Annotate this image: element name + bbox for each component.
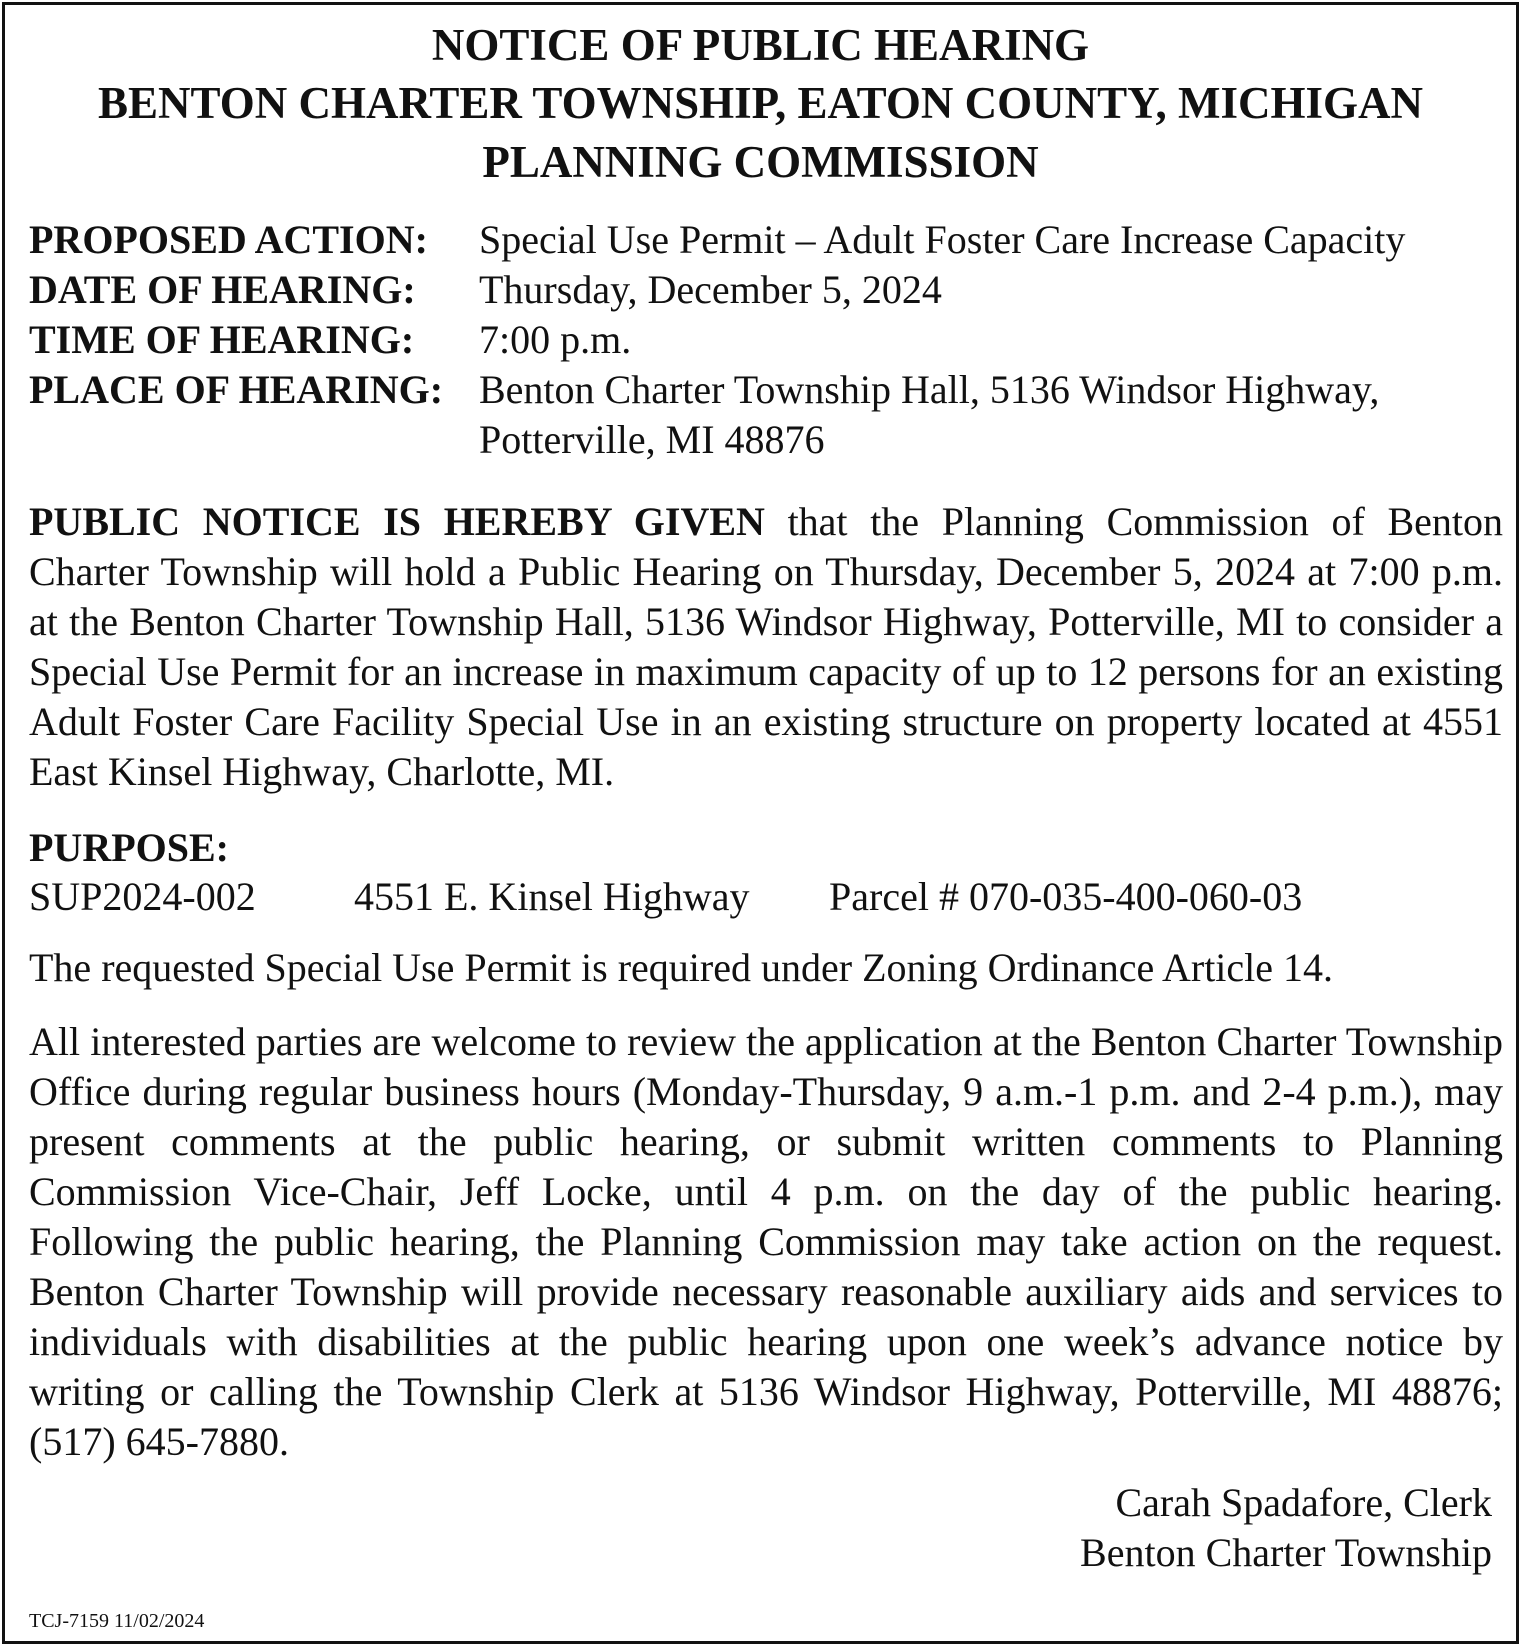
- notice-title: NOTICE OF PUBLIC HEARING: [431, 20, 1090, 70]
- publication-reference: TCJ-7159 11/02/2024: [29, 1610, 205, 1632]
- time-value: 7:00 p.m.: [479, 317, 632, 362]
- purpose-heading: PURPOSE:: [29, 825, 229, 870]
- public-hearing-notice: [2, 2, 1519, 1644]
- public-notice-lead: PUBLIC NOTICE IS HEREBY GIVEN: [29, 499, 765, 544]
- proposed-action-label: PROPOSED ACTION:: [29, 217, 428, 262]
- hearing-info-block: [29, 215, 1405, 465]
- public-notice-paragraph: [29, 497, 1503, 797]
- signature-block: [1080, 1478, 1492, 1578]
- time-row: [29, 315, 1405, 365]
- place-value-line1: Benton Charter Township Hall, 5136 Windsor Highway,: [479, 367, 1380, 412]
- clerk-name: Carah Spadafore, Clerk: [1115, 1480, 1492, 1525]
- clerk-organization: Benton Charter Township: [1080, 1530, 1492, 1575]
- parcel-number: Parcel # 070-035-400-060-03: [829, 874, 1303, 919]
- commission-heading: PLANNING COMMISSION: [482, 137, 1039, 187]
- place-value-line2: Potterville, MI 48876: [479, 417, 825, 462]
- article-statement: The requested Special Use Permit is required under Zoning Ordinance Article 14.: [29, 945, 1334, 990]
- place-label: PLACE OF HEARING:: [29, 367, 444, 412]
- purpose-details: [29, 872, 1503, 922]
- case-number: SUP2024-002: [29, 874, 256, 919]
- interested-parties-paragraph: All interested parties are welcome to review the application at the Benton Charter Township Office during regular business hours (Monday-Thursday, 9 a.m.-1 p.m. and 2-4 p.m.), may present comments at the public hearing, or submit written comments to Planning Commission Vice-Chair, Jeff Locke, until 4 p.m. on the day of the public hearing. Following the public hearing, the Planning Commission may take action on the request. Benton Charter Township will provide necessary reasonable auxiliary aids and services to individuals with disabilities at the public hearing upon one week’s advance notice by writing or calling the Township Clerk at 5136 Windsor Highway, Potterville, MI 48876; (517) 645-7880.: [29, 1019, 1503, 1464]
- date-row: [29, 265, 1405, 315]
- date-value: Thursday, December 5, 2024: [479, 267, 942, 312]
- proposed-action-value: Special Use Permit – Adult Foster Care Increase Capacity: [479, 217, 1406, 262]
- property-address: 4551 E. Kinsel Highway: [354, 874, 750, 919]
- proposed-action-row: [29, 215, 1405, 265]
- place-row: [29, 365, 1405, 415]
- date-label: DATE OF HEARING:: [29, 267, 416, 312]
- public-notice-body: that the Planning Commission of Benton Charter Township will hold a Public Hearing on Thursday, December 5, 2024 at 7:00 p.m. at the Benton Charter Township Hall, 5136 Windsor Highway, Potterville, MI to consider a Special Use Permit for an increase in maximum capacity of up to 12 persons for an existing Adult Foster Care Facility Special Use in an existing structure on property located at 4551 East Kinsel Highway, Charlotte, MI.: [29, 499, 1503, 794]
- township-county-heading: BENTON CHARTER TOWNSHIP, EATON COUNTY, MICHIGAN: [98, 78, 1423, 128]
- time-label: TIME OF HEARING:: [29, 317, 415, 362]
